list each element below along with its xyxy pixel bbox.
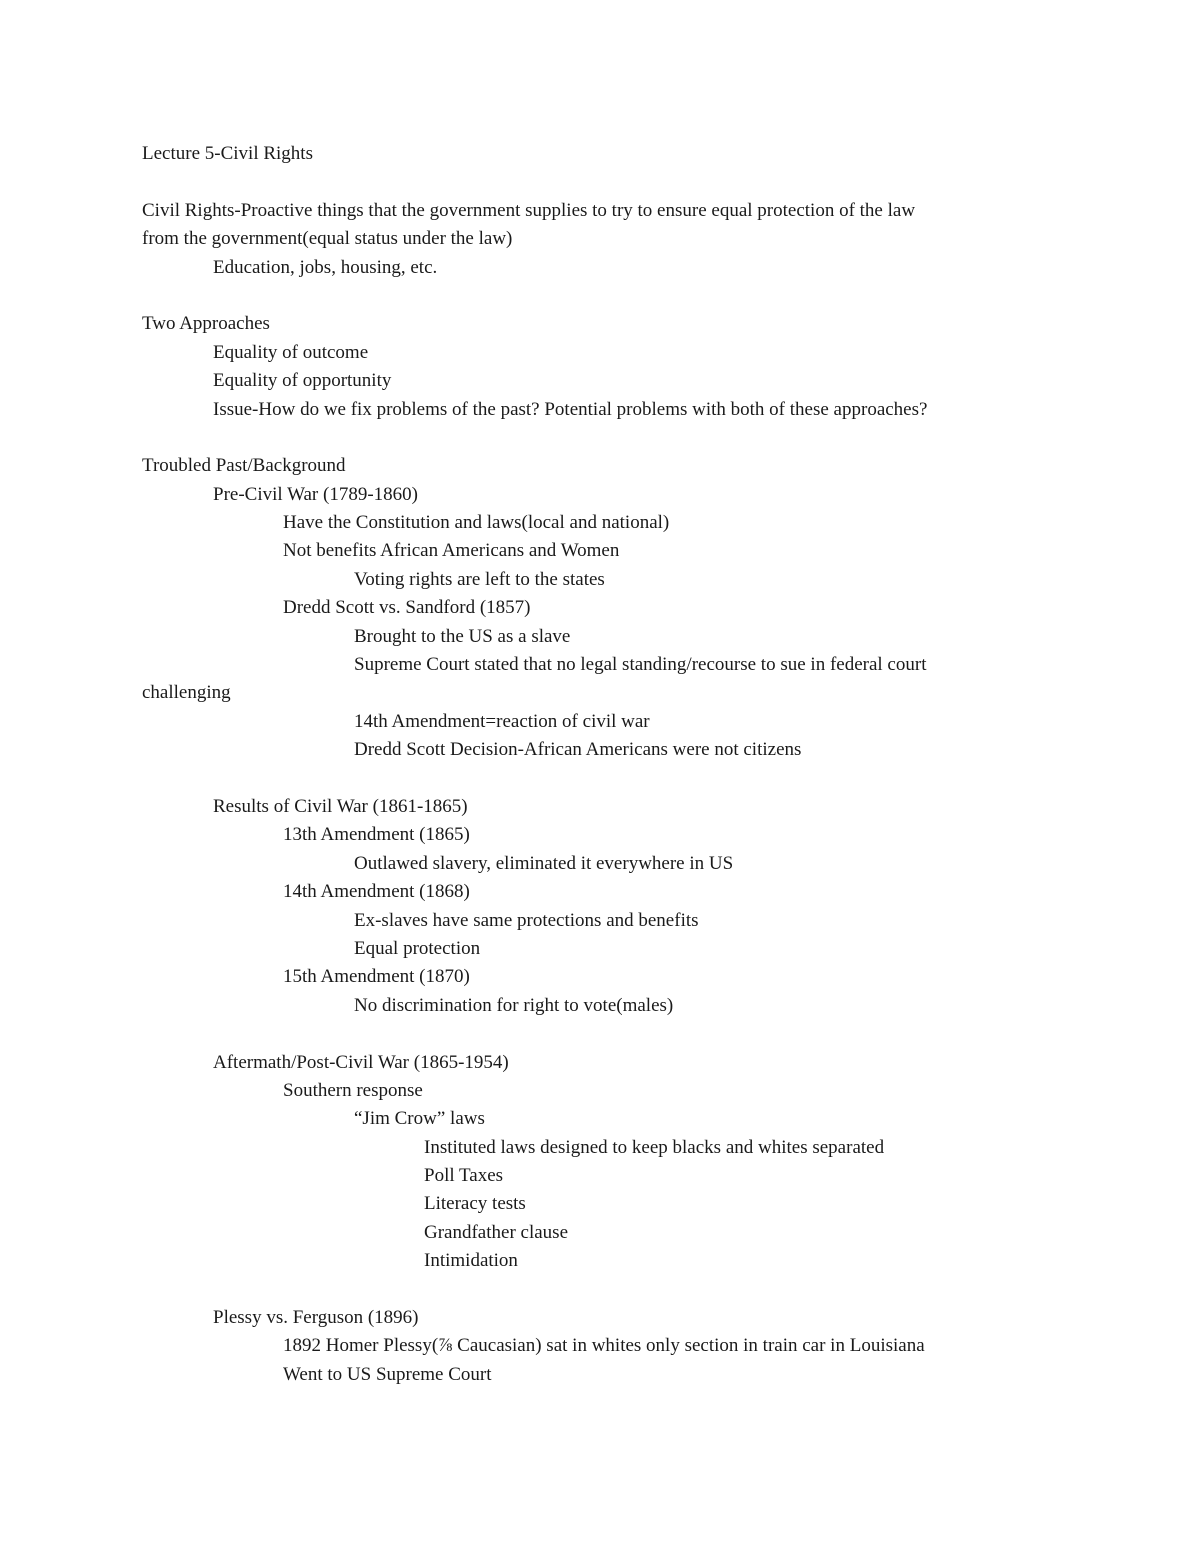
- outline-item: Literacy tests: [424, 1193, 526, 1215]
- spacer: [142, 424, 1042, 452]
- outline-item: Dredd Scott vs. Sandford (1857): [283, 597, 531, 619]
- outline-item: No discrimination for right to vote(males): [354, 994, 674, 1016]
- approach-item: Issue-How do we fix problems of the past? Potential problems with both of these approaches?: [213, 398, 928, 420]
- document-title: Lecture 5-Civil Rights: [142, 143, 313, 164]
- definition-line: from the government(equal status under the law): [142, 228, 513, 250]
- approach-item: Equality of opportunity: [213, 370, 392, 392]
- definition-examples: Education, jobs, housing, etc.: [213, 256, 438, 278]
- outline-item: Brought to the US as a slave: [354, 625, 571, 647]
- outline-item: 13th Amendment (1865): [283, 824, 470, 846]
- definition-line: Civil Rights-Proactive things that the government supplies to try to ensure equal protection of the law: [142, 199, 916, 221]
- subheading-plessy: Plessy vs. Ferguson (1896): [213, 1307, 419, 1329]
- section-heading-approaches: Two Approaches: [142, 313, 270, 335]
- approach-item: Equality of outcome: [213, 341, 369, 363]
- spacer: [142, 168, 1042, 196]
- outline-item: Intimidation: [424, 1250, 518, 1272]
- outline-item: Voting rights are left to the states: [354, 568, 605, 590]
- outline-item: Have the Constitution and laws(local and national): [283, 512, 670, 534]
- outline-item: Instituted laws designed to keep blacks and whites separated: [424, 1136, 885, 1158]
- subheading-aftermath: Aftermath/Post-Civil War (1865-1954): [213, 1051, 509, 1073]
- outline-item: Grandfather clause: [424, 1221, 569, 1243]
- outline-item: Went to US Supreme Court: [283, 1363, 492, 1385]
- outline-item: Equal protection: [354, 937, 481, 959]
- spacer: [142, 1020, 1042, 1048]
- outline-item: 1892 Homer Plessy(⅞ Caucasian) sat in whites only section in train car in Louisiana: [283, 1335, 925, 1357]
- section-heading-background: Troubled Past/Background: [142, 455, 346, 477]
- outline-item: 14th Amendment=reaction of civil war: [354, 710, 650, 732]
- outline-item: Ex-slaves have same protections and benefits: [354, 909, 699, 931]
- outline-item: “Jim Crow” laws: [354, 1108, 485, 1130]
- outline-item: Southern response: [283, 1079, 423, 1101]
- outline-item: Outlawed slavery, eliminated it everywhere in US: [354, 852, 734, 874]
- outline-item: Dredd Scott Decision-African Americans were not citizens: [354, 739, 802, 761]
- document-body: [142, 140, 1042, 1389]
- outline-item: Supreme Court stated that no legal standing/recourse to sue in federal court: [354, 654, 927, 676]
- outline-item: 15th Amendment (1870): [283, 966, 470, 988]
- spacer: [142, 765, 1042, 793]
- subheading-pre-civil-war: Pre-Civil War (1789-1860): [213, 483, 418, 505]
- outline-item: Poll Taxes: [424, 1165, 504, 1187]
- outline-item: Not benefits African Americans and Women: [283, 540, 620, 562]
- spacer: [142, 282, 1042, 310]
- subheading-results-civil-war: Results of Civil War (1861-1865): [213, 795, 468, 817]
- outline-item-wrap: challenging: [142, 682, 231, 704]
- outline-item: 14th Amendment (1868): [283, 881, 470, 903]
- spacer: [142, 1276, 1042, 1304]
